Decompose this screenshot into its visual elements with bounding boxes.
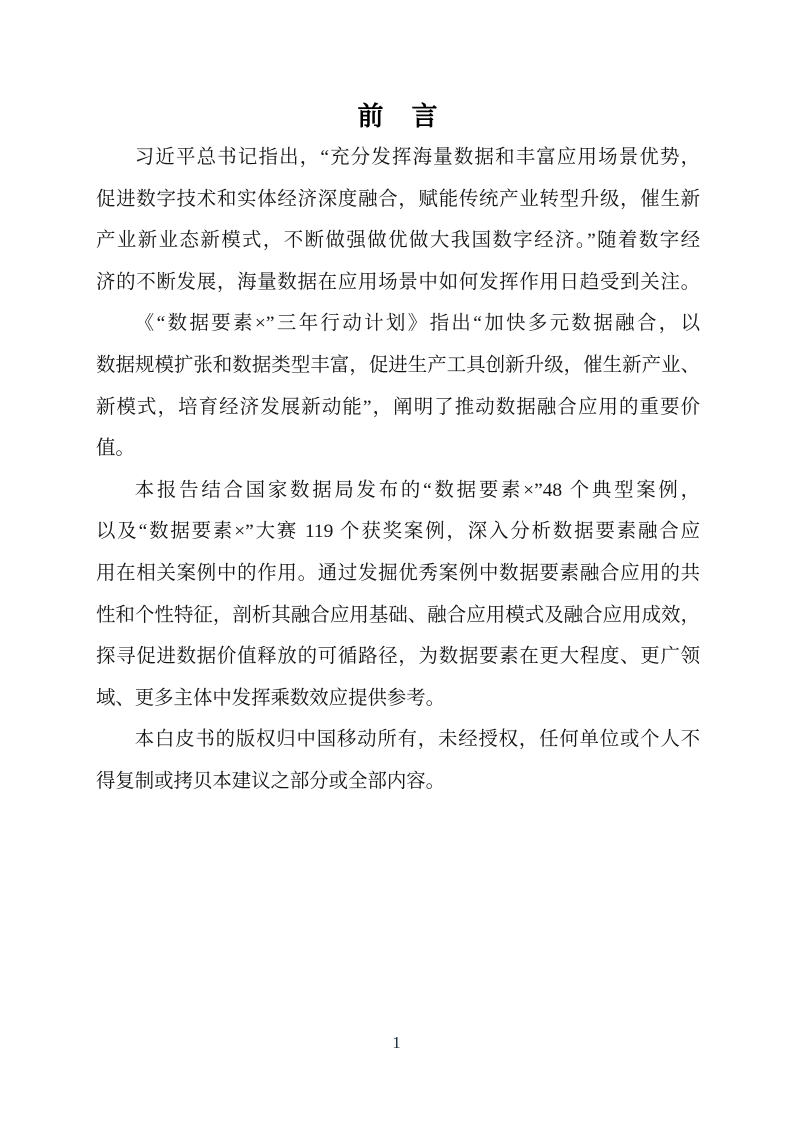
text-line: 值。 [96,438,135,460]
text-line: 用在相关案例中的作用。通过发掘优秀案例中数据要素融合应用的共 [96,562,700,584]
text-line: 本白皮书的版权归中国移动所有，未经授权，任何单位或个人不 [134,729,700,751]
text-line: 本报告结合国家数据局发布的“数据要素×”48 个典型案例， [134,479,700,501]
text-line: 以及“数据要素×”大赛 119 个获奖案例，深入分析数据要素融合应 [96,521,700,543]
text-line: 济的不断发展，海量数据在应用场景中如何发挥作用日趋受到关注。 [96,271,700,293]
text-line: 新模式，培育经济发展新动能”，阐明了推动数据融合应用的重要价 [96,396,700,418]
text-line: 数据规模扩张和数据类型丰富，促进生产工具创新升级，催生新产业、 [96,354,700,376]
page-title: 前 言 [357,101,439,131]
text-line: 习近平总书记指出，“充分发挥海量数据和丰富应用场景优势， [134,147,700,168]
paragraph [96,303,700,469]
paragraph [96,470,700,720]
text-line: 《“数据要素×”三年行动计划》指出“加快多元数据融合，以 [134,313,700,335]
page-number: 1 [392,1033,401,1052]
text-line: 性和个性特征，剖析其融合应用基础、融合应用模式及融合应用成效， [96,604,700,626]
text-line: 产业新业态新模式，不断做强做优做大我国数字经济。”随着数字经 [96,230,700,252]
text-line: 探寻促进数据价值释放的可循路径，为数据要素在更大程度、更广领 [96,646,700,668]
paragraph [96,137,700,303]
text-line: 得复制或拷贝本建议之部分或全部内容。 [96,770,446,792]
document-body [96,137,700,803]
document-content [96,95,700,803]
text-line: 域、更多主体中发挥乘数效应提供参考。 [96,687,446,709]
text-line: 促进数字技术和实体经济深度融合，赋能传统产业转型升级，催生新 [96,188,700,210]
paragraph [96,719,700,802]
